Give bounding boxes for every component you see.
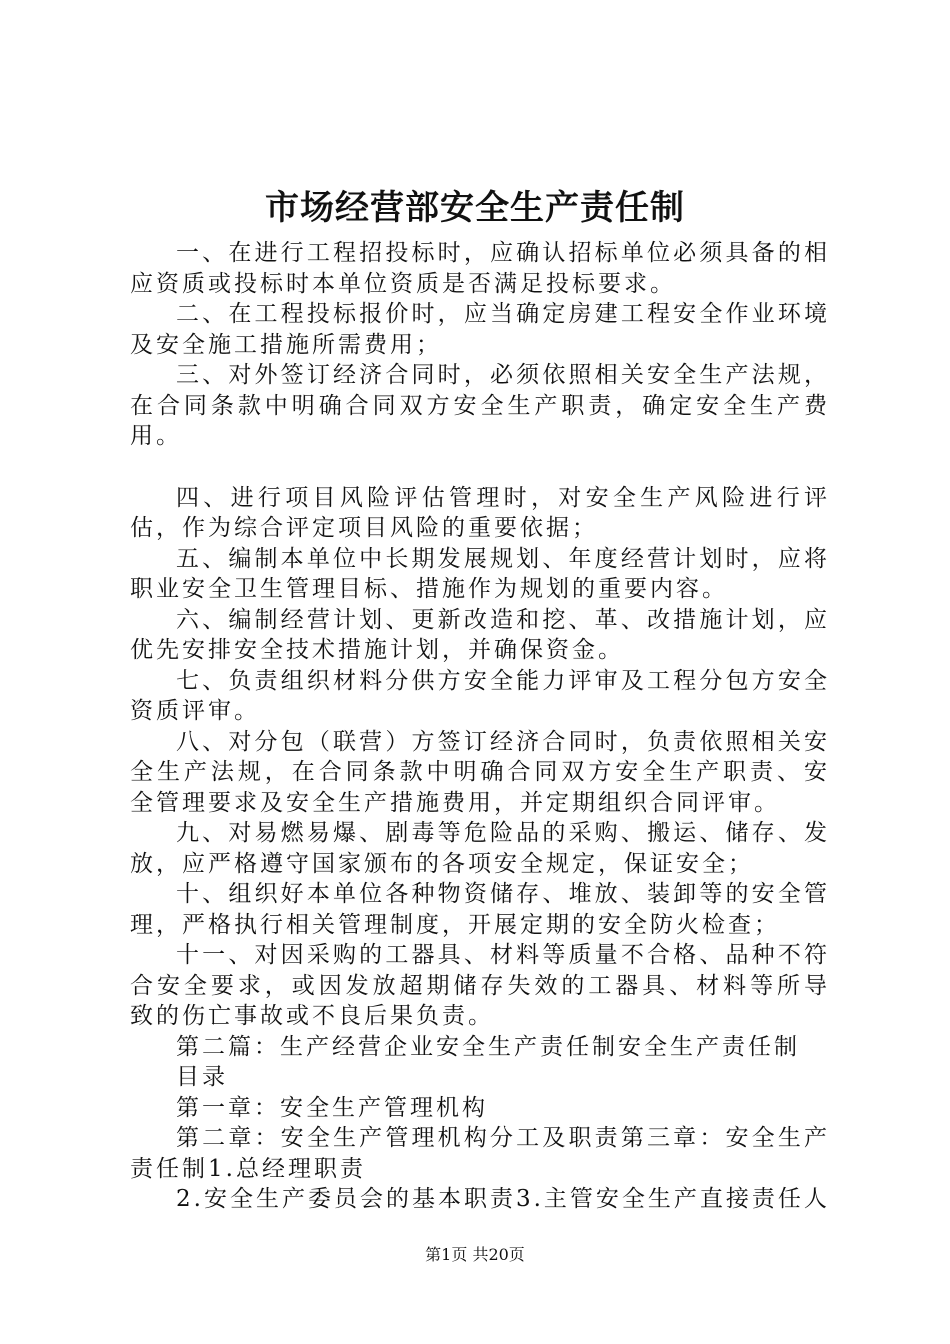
paragraph-1: 一、在进行工程招投标时，应确认招标单位必须具备的相应资质或投标时本单位资质是否满足投标要求。 <box>130 240 830 297</box>
page-title: 市场经营部安全生产责任制 <box>265 188 685 228</box>
document-body <box>130 238 830 1215</box>
toc-heading: 目录 <box>176 1064 228 1090</box>
paragraph-7: 七、负责组织材料分供方安全能力评审及工程分包方安全资质评审。 <box>130 667 830 724</box>
paragraph-8: 八、对分包（联营）方签订经济合同时，负责依照相关安全生产法规，在合同条款中明确合同双方安全生产职责、安全管理要求及安全生产措施费用，并定期组织合同评审。 <box>130 728 830 816</box>
section-heading: 第二篇：生产经营企业安全生产责任制安全生产责任制 <box>176 1033 800 1060</box>
paragraph-10: 十、组织好本单位各种物资储存、堆放、装卸等的安全管理，严格执行相关管理制度，开展定期的安全防火检查； <box>130 881 830 938</box>
toc-item-1: 第一章：安全生产管理机构 <box>176 1094 488 1121</box>
paragraph-3: 三、对外签订经济合同时，必须依照相关安全生产法规，在合同条款中明确合同双方安全生产职责，确定安全生产费用。 <box>130 362 830 449</box>
toc-item-3: 2.安全生产委员会的基本职责3.主管安全生产直接责任人 <box>176 1186 830 1212</box>
paragraph-2: 二、在工程投标报价时，应当确定房建工程安全作业环境及安全施工措施所需费用； <box>130 301 830 358</box>
paragraph-4: 四、进行项目风险评估管理时，对安全生产风险进行评估，作为综合评定项目风险的重要依据； <box>130 484 830 541</box>
toc-item-2: 第二章：安全生产管理机构分工及职责第三章：安全生产责任制1.总经理职责 <box>130 1125 830 1182</box>
paragraph-5: 五、编制本单位中长期发展规划、年度经营计划时，应将职业安全卫生管理目标、措施作为规划的重要内容。 <box>130 545 830 602</box>
paragraph-6: 六、编制经营计划、更新改造和挖、革、改措施计划，应优先安排安全技术措施计划，并确保资金。 <box>130 606 830 663</box>
paragraph-9: 九、对易燃易爆、剧毒等危险品的采购、搬运、储存、发放，应严格遵守国家颁布的各项安全规定，保证安全； <box>130 820 830 877</box>
page-number: 第1页 共20页 <box>425 1245 525 1264</box>
paragraph-11: 十一、对因采购的工器具、材料等质量不合格、品种不符合安全要求，或因发放超期储存失效的工器具、材料等所导致的伤亡事故或不良后果负责。 <box>130 942 830 1029</box>
